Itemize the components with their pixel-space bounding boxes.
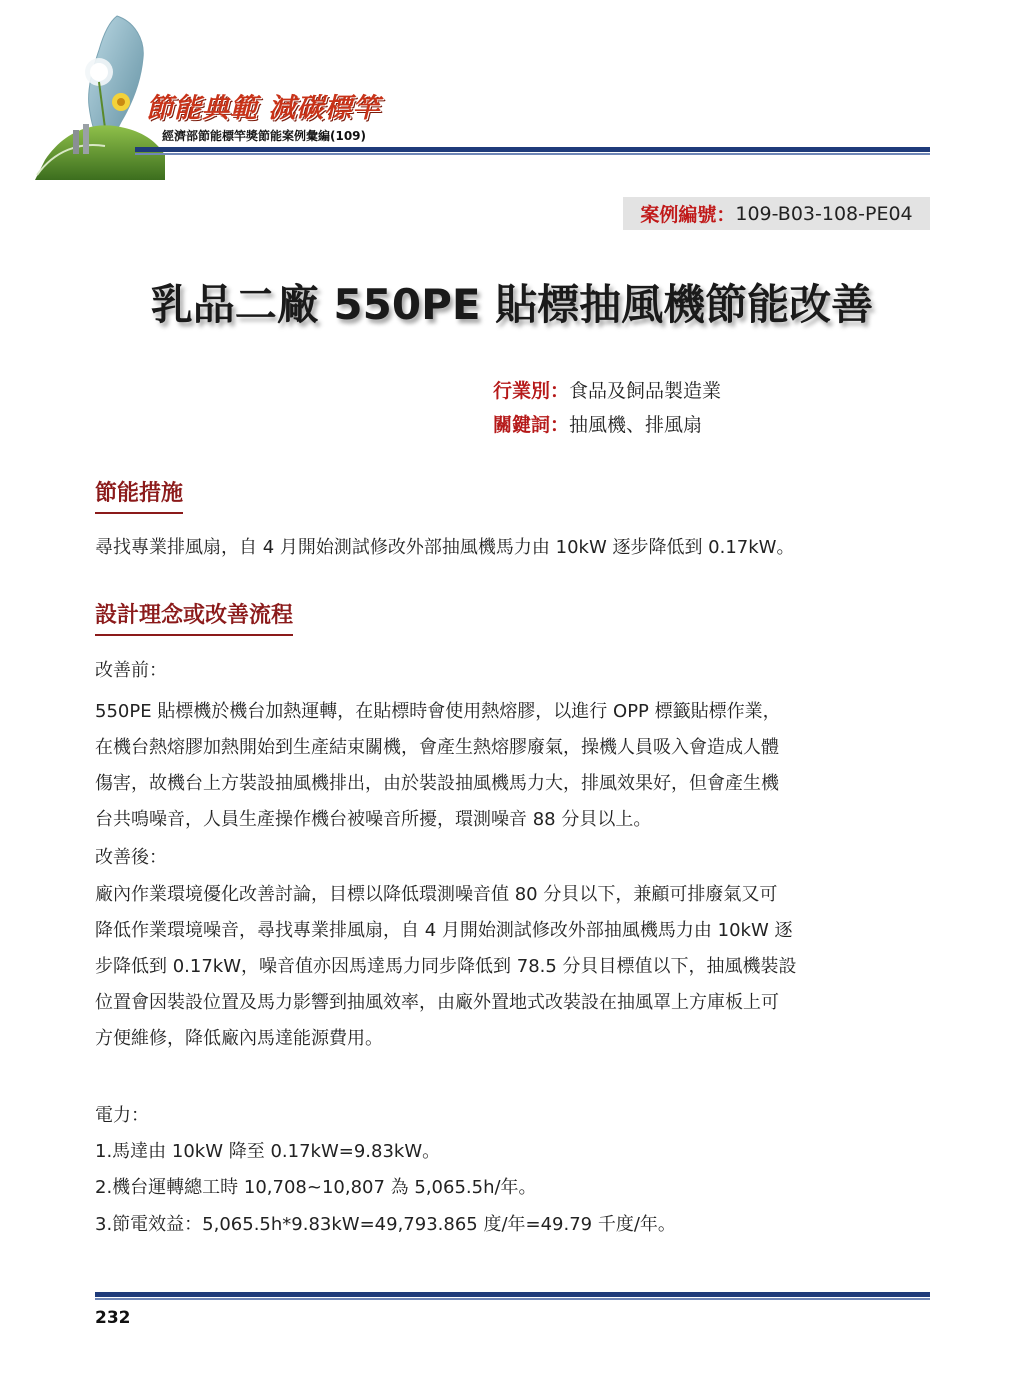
keywords-value: 抽風機、排風扇 [569, 414, 703, 436]
paragraph-line: 3.節電效益：5,065.5h*9.83kW=49,793.865 度/年=49.79 千度/年。 [95, 1214, 676, 1235]
footer-rule [95, 1292, 930, 1297]
industry-value: 食品及飼品製造業 [569, 380, 722, 402]
header-rule-thin [135, 153, 930, 155]
paragraph-line: 1.馬達由 10kW 降至 0.17kW=9.83kW。 [95, 1141, 441, 1162]
measures-text: 尋找專業排風扇，自 4 月開始測試修改外部抽風機馬力由 10kW 逐步降低到 0.17kW。 [95, 537, 795, 558]
page-number: 232 [95, 1308, 131, 1328]
paragraph-line: 步降低到 0.17kW，噪音值亦因馬達馬力同步降低到 78.5 分貝目標值以下，抽風機裝設 [95, 956, 797, 977]
industry-line [493, 376, 721, 403]
paragraph-line: 改善後： [95, 847, 167, 868]
section-heading-design: 設計理念或改善流程 [95, 598, 293, 636]
paragraph-line: 降低作業環境噪音，尋找專業排風扇，自 4 月開始測試修改外部抽風機馬力由 10kW 逐 [95, 920, 793, 941]
paragraph-line: 電力： [95, 1105, 149, 1126]
paragraph-line: 傷害，故機台上方裝設抽風機排出，由於裝設抽風機馬力大，排風效果好，但會產生機 [95, 773, 779, 794]
paragraph-line: 台共鳴噪音，人員生產操作機台被噪音所擾，環測噪音 88 分貝以上。 [95, 809, 652, 830]
case-number-box [623, 197, 930, 230]
industry-label: 行業別： [493, 380, 570, 402]
footer-rule-thin [95, 1298, 930, 1300]
case-number-label: 案例編號： [640, 204, 736, 226]
case-number-value: 109-B03-108-PE04 [735, 202, 913, 225]
paragraph-line: 改善前： [95, 660, 167, 681]
paragraph-line: 位置會因裝設位置及馬力影響到抽風效率，由廠外置地式改裝設在抽風罩上方庫板上可 [95, 992, 779, 1013]
paragraph-line: 550PE 貼標機於機台加熱運轉，在貼標時會使用熱熔膠，以進行 OPP 標籤貼標作業， [95, 701, 781, 722]
paragraph-line: 在機台熱熔膠加熱開始到生產結束關機，會產生熱熔膠廢氣，操機人員吸入會造成人體 [95, 737, 779, 758]
section-heading-measures: 節能措施 [95, 476, 183, 514]
keywords-line [493, 410, 702, 437]
keywords-label: 關鍵詞： [493, 414, 570, 436]
page-title: 乳品二廠 550PE 貼標抽風機節能改善 [150, 280, 874, 329]
brand-subtitle: 經濟部節能標竿獎節能案例彙編(109) [162, 129, 367, 143]
header-rule [135, 147, 930, 152]
paragraph-line: 方便維修，降低廠內馬達能源費用。 [95, 1028, 383, 1049]
brand-slogan: 節能典範 減碳標竿 [146, 93, 381, 124]
paragraph-line: 2.機台運轉總工時 10,708~10,807 為 5,065.5h/年。 [95, 1177, 537, 1198]
paragraph-line: 廠內作業環境優化改善討論，目標以降低環測噪音值 80 分貝以下，兼顧可排廢氣又可 [95, 884, 778, 905]
